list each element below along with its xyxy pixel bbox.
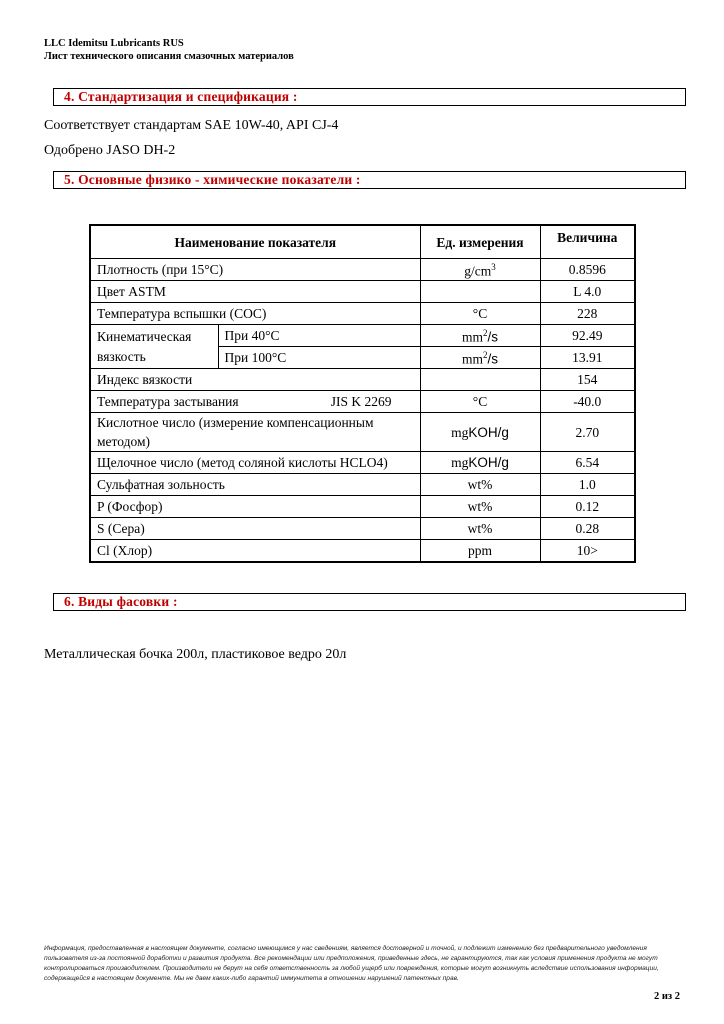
table-row bbox=[90, 369, 635, 391]
table-row bbox=[90, 540, 635, 563]
row-name: Кислотное число (измерение компенсационным методом) bbox=[90, 413, 420, 452]
viscosity-condition: При 100°C bbox=[218, 347, 420, 369]
standards-text: Соответствует стандартам SAE 10W-40, API CJ-4 bbox=[44, 118, 339, 133]
row-value: 92.49 bbox=[540, 325, 635, 347]
header-name: Наименование показателя bbox=[90, 225, 420, 259]
header-value: Величина bbox=[540, 225, 635, 259]
row-value: 10> bbox=[540, 540, 635, 563]
row-value: 0.28 bbox=[540, 518, 635, 540]
approval-text: Одобрено JASO DH-2 bbox=[44, 143, 176, 158]
row-unit: °C bbox=[420, 391, 540, 413]
properties-table bbox=[89, 224, 636, 563]
table-row bbox=[90, 452, 635, 474]
row-unit: mgKOH/g bbox=[420, 413, 540, 452]
row-unit: $mm^2/s$ bbox=[420, 325, 540, 347]
row-value: 2.70 bbox=[540, 413, 635, 452]
row-unit bbox=[420, 281, 540, 303]
row-name: P (Фосфор) bbox=[90, 496, 420, 518]
section-4-heading: 4. Стандартизация и спецификация : bbox=[53, 88, 686, 106]
row-name: Температура вспышки (COC) bbox=[90, 303, 420, 325]
table-row bbox=[90, 303, 635, 325]
header-unit: Ед. измерения bbox=[420, 225, 540, 259]
page-number: 2 из 2 bbox=[654, 991, 681, 1002]
row-unit: wt% bbox=[420, 518, 540, 540]
viscosity-condition: При 40°C bbox=[218, 325, 420, 347]
row-value: 154 bbox=[540, 369, 635, 391]
table-row bbox=[90, 325, 635, 347]
section-5-heading: 5. Основные физико - химические показатели : bbox=[53, 171, 686, 189]
company-name: LLC Idemitsu Lubricants RUS bbox=[44, 38, 184, 49]
row-unit bbox=[420, 369, 540, 391]
row-name: Температура застывания JIS K 2269 bbox=[90, 391, 420, 413]
row-value: 13.91 bbox=[540, 347, 635, 369]
row-unit: $g/cm^3$ bbox=[420, 259, 540, 281]
row-value: 0.12 bbox=[540, 496, 635, 518]
viscosity-label: Кинематическая вязкость bbox=[90, 325, 218, 369]
table-row bbox=[90, 518, 635, 540]
row-unit: wt% bbox=[420, 474, 540, 496]
row-value: 228 bbox=[540, 303, 635, 325]
disclaimer-text: Информация, предоставленная в настоящем документе, согласно имеющимся у нас сведениям, является достоверной и точной, и подлежит изменению без предварительного уведомления пользователя из-за постоянной доработки и развития продукта. Все рекомендации или предположения, приведенные здесь, не гарантируются, так как условия применения продукта не могут контролироваться производителем. Производители не берут на себя ответственность за любой ущерб или повреждения, которые могут возникнуть вследствие использования информации, содержащейся в настоящем документе. Мы не даем каких-либо гарантий иммунитета в отношении нарушений патентных прав. bbox=[44, 945, 659, 982]
table-row bbox=[90, 281, 635, 303]
document-title: Лист технического описания смазочных материалов bbox=[44, 51, 294, 62]
row-value: 0.8596 bbox=[540, 259, 635, 281]
packaging-text: Металлическая бочка 200л, пластиковое ведро 20л bbox=[44, 647, 347, 662]
row-value: L 4.0 bbox=[540, 281, 635, 303]
table-header-row bbox=[90, 225, 635, 259]
table-row bbox=[90, 413, 635, 452]
test-method: JIS K 2269 bbox=[330, 394, 392, 409]
row-unit: mgKOH/g bbox=[420, 452, 540, 474]
row-name: Щелочное число (метод соляной кислоты HCLO4) bbox=[90, 452, 420, 474]
table-row bbox=[90, 496, 635, 518]
row-unit: ppm bbox=[420, 540, 540, 563]
row-value: -40.0 bbox=[540, 391, 635, 413]
row-name: S (Сера) bbox=[90, 518, 420, 540]
row-value: 1.0 bbox=[540, 474, 635, 496]
table-row bbox=[90, 474, 635, 496]
row-name: Цвет ASTM bbox=[90, 281, 420, 303]
row-name: Сульфатная зольность bbox=[90, 474, 420, 496]
table-row bbox=[90, 391, 635, 413]
document-header bbox=[44, 37, 294, 63]
section-6-heading: 6. Виды фасовки : bbox=[53, 593, 686, 611]
table-row bbox=[90, 259, 635, 281]
row-unit: wt% bbox=[420, 496, 540, 518]
row-name: Плотность (при 15°C) bbox=[90, 259, 420, 281]
row-unit: $mm^2/s$ bbox=[420, 347, 540, 369]
row-value: 6.54 bbox=[540, 452, 635, 474]
row-unit: °C bbox=[420, 303, 540, 325]
row-name: Cl (Хлор) bbox=[90, 540, 420, 563]
row-name: Индекс вязкости bbox=[90, 369, 420, 391]
